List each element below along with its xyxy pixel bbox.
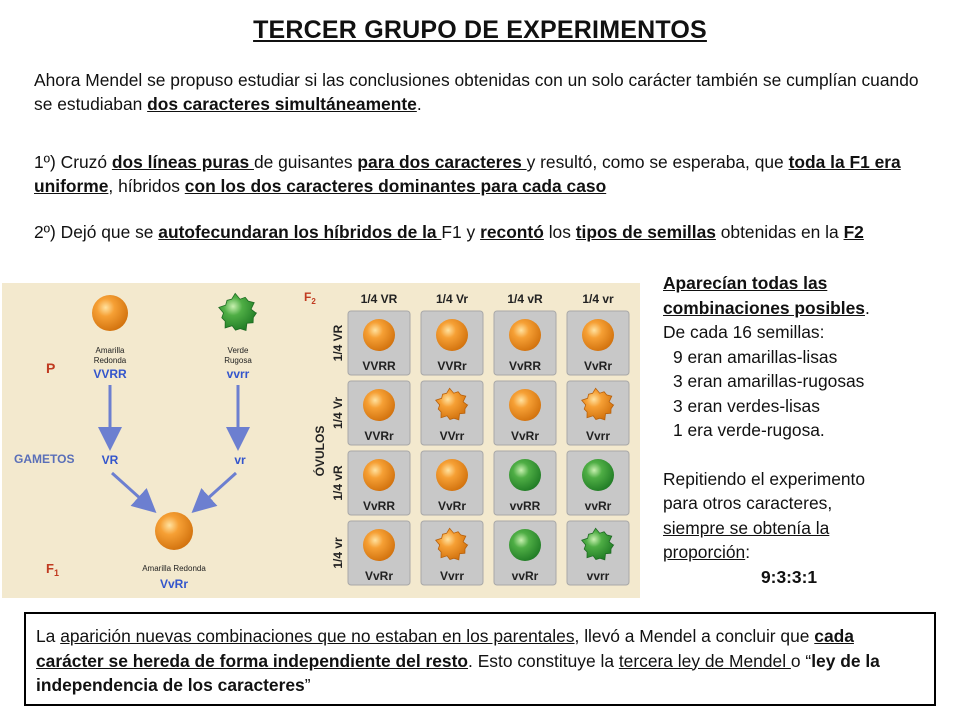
seed-round — [363, 529, 395, 561]
punnett-cell — [567, 381, 629, 445]
row-header: 1/4 Vr — [331, 396, 345, 430]
parent-yellow-trait-1: Amarilla — [95, 346, 125, 355]
results-sidebar: Aparecían todas las combinaciones posibles. De cada 16 semillas: 9 eran amarillas-lisas 3 eran amarillas-rugosas 3 eran verdes-lisas 1 era verde-rugosa. Repitiendo el experimento para otros caracteres, siempre se obtenía la proporción: 9:3:3:1 — [663, 271, 943, 589]
dihybrid-cross-figure — [2, 283, 640, 598]
punnett-cell — [348, 381, 410, 445]
side-always-1: siempre se obtenía la — [663, 517, 830, 538]
gamete-right: vr — [234, 453, 246, 467]
cell-genotype: VVrr — [439, 429, 465, 443]
step2-paragraph: 2º) Dejó que se autofecundaran los híbridos de la F1 y recontó los tipos de semillas obtenidas en la F2 — [34, 222, 864, 242]
parent-yellow-seed — [92, 295, 128, 381]
result-green-wrinkled: 1 era verde-rugosa. — [673, 420, 825, 440]
cell-genotype: VVRR — [362, 359, 396, 373]
cell-genotype: VvRr — [437, 499, 467, 513]
side-count-intro: De cada 16 semillas: — [663, 322, 825, 342]
cell-genotype: VvRr — [583, 359, 613, 373]
column-header: 1/4 vR — [507, 292, 543, 306]
row-header: 1/4 vr — [331, 537, 345, 569]
cell-genotype: vvrr — [586, 569, 610, 583]
seed-round — [363, 319, 395, 351]
punnett-cell — [494, 311, 556, 375]
parent-yellow-genotype: VVRR — [93, 367, 127, 381]
punnett-square — [331, 292, 629, 585]
cell-genotype: Vvrr — [439, 569, 465, 583]
cross-diagram — [2, 283, 640, 598]
punnett-cell — [348, 521, 410, 585]
result-green-round: 3 eran verdes-lisas — [673, 395, 820, 416]
punnett-cell — [567, 311, 629, 375]
cell-genotype: VvRR — [362, 499, 396, 513]
column-header: 1/4 vr — [582, 292, 614, 306]
step1-paragraph: 1º) Cruzó dos líneas puras de guisantes para dos caracteres y resultó, como se esperaba, que toda la F1 era uniforme, híbridos con los dos caracteres dominantes para cada caso — [34, 152, 901, 196]
parent-green-seed — [219, 293, 257, 381]
punnett-cell — [494, 521, 556, 585]
column-header: 1/4 Vr — [435, 292, 469, 306]
seed-round — [509, 389, 541, 421]
ratio-value: 9:3:3:1 — [761, 566, 818, 587]
row-header: 1/4 VR — [331, 324, 345, 362]
punnett-cell — [421, 521, 483, 585]
side-always-2: proporción — [663, 542, 746, 562]
seed-round — [509, 459, 541, 491]
parent-yellow-trait-2: Redonda — [93, 356, 127, 365]
conclusion-box: La aparición nuevas combinaciones que no estaban en los parentales, llevó a Mendel a concluir que cada carácter se hereda de forma independiente del resto. Esto constituye la tercera ley de Mendel o “ley de la independencia de los caracteres” — [24, 612, 936, 706]
seed-round — [509, 529, 541, 561]
arrow-left-diagonal — [112, 473, 152, 509]
punnett-cell — [421, 311, 483, 375]
parent-green-trait-2: Rugosa — [224, 356, 252, 365]
ovulos-label: ÓVULOS — [313, 425, 327, 477]
seed-round — [582, 459, 614, 491]
seed-round — [363, 389, 395, 421]
parent-green-genotype: vvrr — [226, 367, 250, 381]
result-yellow-wrinkled: 3 eran amarillas-rugosas — [673, 371, 865, 391]
parent-green-trait-1: Verde — [227, 346, 249, 355]
cell-genotype: vvRr — [584, 499, 612, 513]
punnett-cell — [348, 311, 410, 375]
cell-genotype: vvRr — [511, 569, 539, 583]
side-repeat-1: Repitiendo el experimento — [663, 468, 866, 489]
punnett-cell — [348, 451, 410, 515]
seed-round — [436, 319, 468, 351]
punnett-cell — [567, 521, 629, 585]
arrow-right-diagonal — [196, 473, 236, 509]
f1-seed-genotype: VvRr — [159, 577, 189, 591]
side-heading-1: Aparecían todas las — [663, 273, 828, 293]
punnett-cell — [494, 451, 556, 515]
punnett-cell — [421, 381, 483, 445]
cell-genotype: VvRR — [508, 359, 542, 373]
cell-genotype: VvRr — [510, 429, 540, 443]
seed-round — [363, 459, 395, 491]
gamete-left: VR — [101, 453, 119, 467]
punnett-cell — [421, 451, 483, 515]
side-heading-2: combinaciones posibles — [663, 297, 865, 318]
punnett-cell — [567, 451, 629, 515]
cell-genotype: Vvrr — [585, 429, 611, 443]
gametos-label: GAMETOS — [14, 452, 75, 466]
result-yellow-round: 9 eran amarillas-lisas — [673, 346, 838, 367]
seed-round — [509, 319, 541, 351]
seed-round — [582, 319, 614, 351]
cell-genotype: VVRr — [364, 429, 394, 443]
page-title: TERCER GRUPO DE EXPERIMENTOS — [253, 16, 707, 44]
side-repeat-2: para otros caracteres, — [663, 493, 833, 513]
punnett-cell — [494, 381, 556, 445]
row-header: 1/4 vR — [331, 465, 345, 501]
seed-round — [436, 459, 468, 491]
f1-generation-label: $F_1$ — [46, 561, 59, 578]
cell-genotype: VVRr — [437, 359, 467, 373]
cell-genotype: vvRR — [509, 499, 541, 513]
f2-generation-label: $F_2$ — [304, 290, 316, 306]
p-generation-label: P — [46, 360, 56, 376]
intro-paragraph: Ahora Mendel se propuso estudiar si las conclusiones obtenidas con un solo carácter también se cumplían cuando se estudiaban dos caracteres simultáneamente. — [34, 70, 919, 114]
f1-seed-trait: Amarilla Redonda — [142, 564, 206, 573]
cell-genotype: VvRr — [364, 569, 394, 583]
f1-seed — [142, 512, 206, 591]
column-header: 1/4 VR — [360, 292, 398, 306]
